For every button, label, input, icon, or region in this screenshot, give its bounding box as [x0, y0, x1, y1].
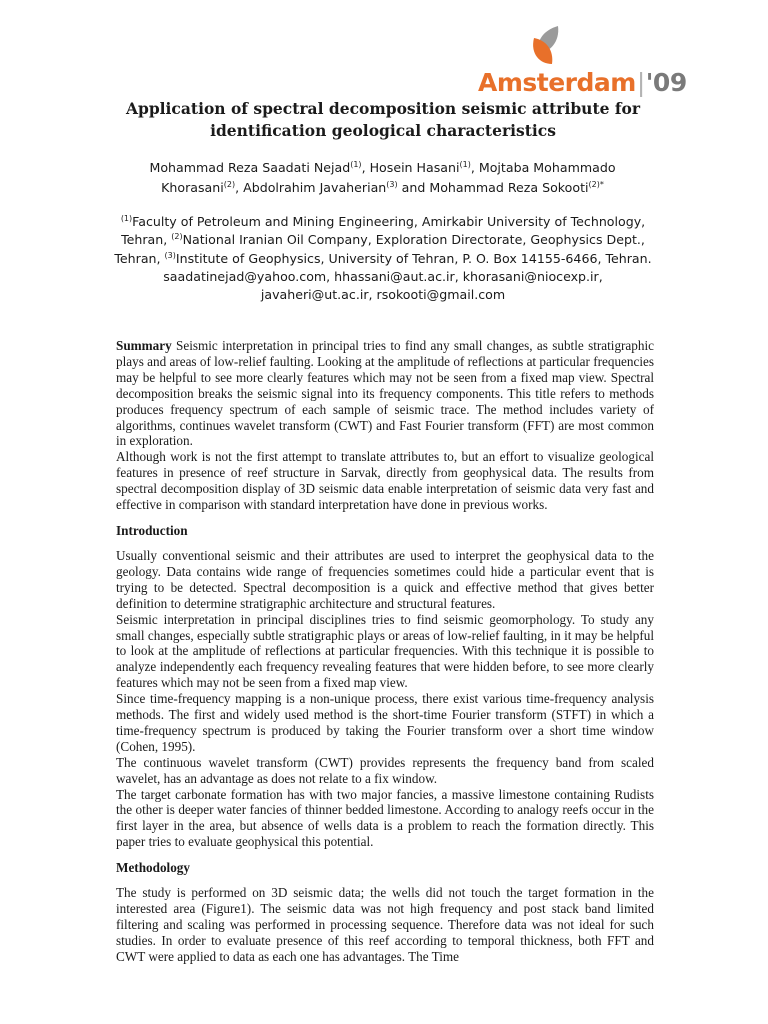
author: Mohammad Reza Sokooti$^{(2)*}$: [429, 180, 604, 195]
leaf-icon: [528, 24, 568, 68]
title-line-1: Application of spectral decomposition seismic attribute for: [125, 99, 641, 118]
summary-paragraph: Summary Seismic interpretation in principal tries to find any small changes, as subtle stratigraphic plays and areas of low-relief faulting. Looking at the amplitude of reflections at particular frequencies may be helpful to see more clearly features which may not be seen from a fixed map view. Spectral decomposition breaks the seismic signal into its frequency components. This title refers to methods produces frequency spectrum of each sample of seismic trace. The method includes variety of algorithms, continues wavelet transform (CWT) and Fast Fourier transform (FFT) are most common in exploration.: [116, 338, 654, 449]
author: Hosein Hasani$^{(1)}$,: [369, 160, 479, 175]
affiliations: [108, 213, 658, 304]
paper-body: [116, 338, 654, 965]
author: Mohammad Reza Saadati Nejad$^{(1)}$,: [149, 160, 370, 175]
author-list: [110, 158, 655, 198]
email-line-2: javaheri@ut.ac.ir, rsokooti@gmail.com: [260, 287, 506, 303]
intro-paragraph: The target carbonate formation has with two major fancies, a massive limestone containing Rudists the other is deeper water fancies of thinner bedded limestone. According to analogy reefs occur in the first layer in the area, but absence of wells data is a problem to reach the formation directly. This paper tries to evaluate geophysical this potential.: [116, 786, 654, 850]
intro-paragraph: Seismic interpretation in principal disciplines tries to find seismic geomorphology. To study any small changes, especially subtle stratigraphic plays or areas of low-relief faulting, in it may be helpful to look at the amplitude of reflections at particular frequencies. With this technique it is possible to analyze independently each frequency revealing features that were hidden before, to see more clearly features which may not be seen from a fixed map view.: [116, 611, 654, 691]
affiliation-block: $^{(1)}$Faculty of Petroleum and Mining Engineering, Amirkabir University of Technology, Tehran, $^{(2)}$National Iranian Oil Company, Exploration Directorate, Geophysics Dept., Tehran, $^{(3)}$Institute of Geophysics, University of Tehran, P. O. Box 14155-6466, Tehran.: [114, 214, 652, 266]
conference-logo: [478, 24, 687, 100]
paper-title: [118, 98, 648, 142]
methodology-heading: Methodology: [116, 860, 190, 876]
introduction-heading: Introduction: [116, 522, 188, 538]
email-line-1: saadatinejad@yahoo.com, hhassani@aut.ac.ir, khorasani@niocexp.ir,: [163, 268, 603, 284]
title-line-2: identification geological characteristics: [210, 121, 556, 140]
summary-paragraph-2: Although work is not the first attempt to translate attributes to, but an effort to visualize geological features in presence of reef structure in Sarvak, directly from geophysical data. The results from spectral decomposition display of 3D seismic data enable interpretation of seismic data very fast and effective in comparison with standard interpretation have done in previous works.: [116, 449, 654, 513]
intro-paragraph: The continuous wavelet transform (CWT) provides represents the frequency band from scaled wavelet, has an advantage as does not relate to a fix window.: [116, 754, 654, 786]
methodology-paragraph: The study is performed on 3D seismic data; the wells did not touch the target formation in the interested area (Figure1). The seismic data was not high frequency and post stack band limited filtering and scaling was performed in processing sequence. Therefore data was not ideal for such studies. In order to evaluate presence of this reef according to temporal thickness, both FFT and CWT were applied to data as each one has advantages. The Time: [116, 885, 654, 964]
conference-year: '09: [645, 68, 687, 97]
summary-heading: Summary: [116, 338, 172, 353]
author: Abdolrahim Javaherian$^{(3)}$ and: [243, 180, 430, 195]
conference-name: Amsterdam: [478, 68, 636, 97]
intro-paragraph: Usually conventional seismic and their attributes are used to interpret the geophysical data to the geology. Data contains wide range of frequencies sometimes could hide a particular event that is trying to be detected. Spectral decomposition is a quick and effective method that gives better definition to determine stratigraphic architecture and structural features.: [116, 547, 654, 611]
conference-wordmark: [478, 68, 687, 97]
author: Mojtaba Mohammado Khorasani$^{(2)}$,: [161, 160, 616, 195]
intro-paragraph: Since time-frequency mapping is a non-unique process, there exist various time-frequency analysis methods. The first and widely used method is the short-time Fourier transform (STFT) in which a time-frequency spectrum is produced by taking the Fourier transform over a short time window (Cohen, 1995).: [116, 691, 654, 754]
conference-separator: |: [636, 68, 645, 97]
